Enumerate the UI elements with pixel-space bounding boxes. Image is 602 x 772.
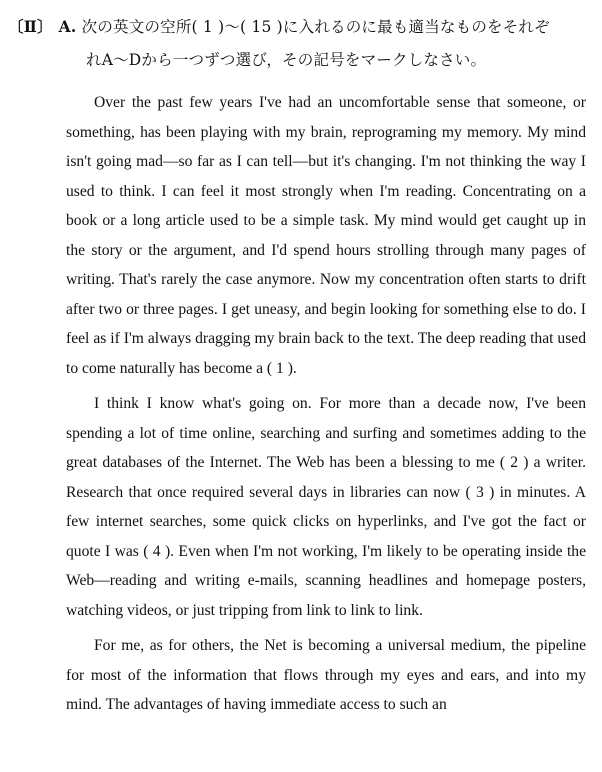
section-label: 〔Ⅱ〕 (8, 17, 53, 36)
instruction-line-1 (8, 10, 594, 44)
passage-paragraph-2: I think I know what's going on. For more than a decade now, I've been spending a lot of time online, searching and surfing and sometimes adding to the great databases of the Internet. The Web has been a blessing to me ( 2 ) a writer. Research that once required several days in libraries can now ( 3 ) in minutes. A few internet searches, some quick clicks on hyperlinks, and I've got the fact or quote I was ( 4 ). Even when I'm not working, I'm likely to be operating inside the Web—reading and writing e-mails, scanning headlines and homepage posters, watching videos, or just tripping from link to link to link. (66, 395, 586, 619)
question-instruction (8, 10, 594, 77)
instruction-text-1: 次の英文の空所( 1 )～( 15 )に入れるのに最も適当なものをそれぞ (81, 18, 550, 36)
passage-paragraph-3: For me, as for others, the Net is becoming a universal medium, the pipeline for most of the information that flows through my eyes and ears, and into my mind. The advantages of having immediate access to such an (66, 637, 586, 713)
instruction-line-2: れA～Dから一つずつ選び，その記号をマークしなさい。 (86, 51, 487, 69)
passage-paragraph-1: Over the past few years I've had an uncomfortable sense that someone, or something, has been playing with my brain, reprograming my memory. My mind isn't going mad—so far as I can tell—but it's changing. I'm not thinking the way I used to think. I can feel it most strongly when I'm reading. Concentrating on a book or a long article used to be a simple task. My mind would get caught up in the story or the argument, and I'd spend hours strolling through many pages of writing. That's rarely the case anymore. Now my concentration often starts to drift after two or three pages. I get uneasy, and begin looking for something else to do. I feel as if I'm always dragging my brain back to the text. The deep reading that used to come naturally has become a ( 1 ). (66, 94, 586, 377)
part-label: A. (58, 17, 77, 36)
passage (66, 88, 586, 726)
